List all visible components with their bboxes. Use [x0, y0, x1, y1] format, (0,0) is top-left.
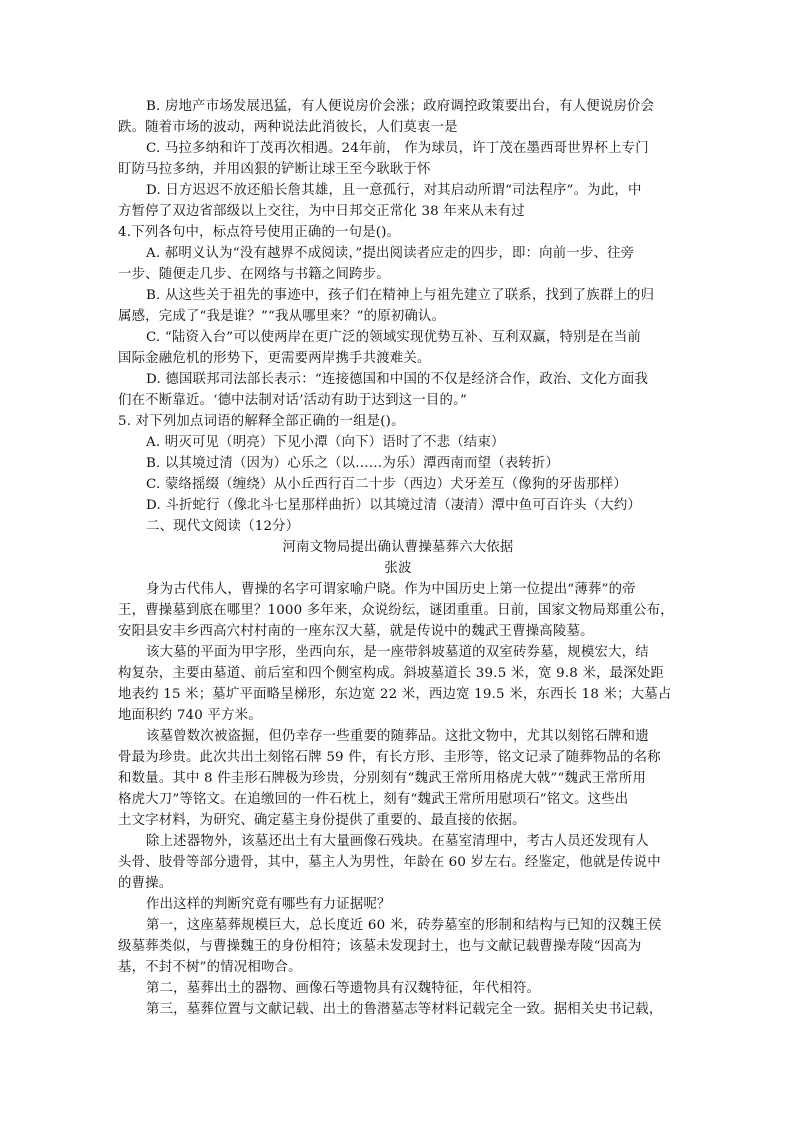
q4-option-d-line2: 们在不断靠近。‘德中法制对话’活动有助于达到这一目的。”	[118, 393, 468, 408]
q3-option-b-line2: 跌。随着市场的波动，两种说法此消彼长，人们莫衷一是	[118, 120, 458, 135]
article-line: 身为古代伟人，曹操的名字可谓家喻户晓。作为中国历史上第一位提出“薄葬”的帝	[146, 582, 636, 597]
q4-option-d-line1: D. 德国联邦司法部长表示：“连接德国和中国的不仅是经济合作，政治、文化方面我	[146, 372, 649, 387]
article-author: 张波	[384, 561, 412, 576]
q4-option-c-line2: 国际金融危机的形势下，更需要两岸携手共渡难关。	[118, 351, 431, 366]
article-line: 该大墓的平面为甲字形，坐西向东，是一座带斜坡墓道的双室砖券墓，规模宏大，结	[146, 645, 649, 660]
q5-option-c: C. 蒙络摇缀（缠绕）从小丘西行百二十步（西边）犬牙差互（像狗的牙齿那样）	[146, 477, 627, 492]
q5-stem: 5. 对下列加点词语的解释全部正确的一组是()。	[118, 414, 405, 429]
article-line: 级墓葬类似，与曹操魏王的身份相符；该墓未发现封土，也与文献记载曹操寿陵“因高为	[118, 939, 642, 954]
article-line: 第三，墓葬位置与文献记载、出土的鲁潜墓志等材料记载完全一致。据相关史书记载，	[146, 1002, 663, 1017]
q4-option-c-line1: C. “陆资入台”可以使两岸在更广泛的领域实现优势互补、互利双赢，特别是在当前	[146, 330, 642, 345]
article-line: 基，不封不树”的情况相吻合。	[118, 960, 302, 975]
q4-option-b-line1: B. 从这些关于祖先的事迹中，孩子们在精神上与祖先建立了联系，找到了族群上的归	[146, 288, 655, 303]
q5-option-a: A. 明灭可见（明亮）下见小潭（向下）语时了不悲（结束）	[146, 435, 505, 450]
q3-option-b-line1: B. 房地产市场发展迅猛，有人便说房价会涨；政府调控政策要出台，有人便说房价会	[146, 99, 655, 114]
article-line: 土文字材料，为研究、确定墓主身份提供了重要的、最直接的依据。	[118, 813, 526, 828]
q3-option-c-line2: 盯防马拉多纳，并用凶狠的铲断让球王至今耿耿于怀	[118, 162, 431, 177]
article-line: 第二，墓葬出土的器物、画像石等遗物具有汉魏特征，年代相符。	[146, 981, 541, 996]
article-line: 格虎大刀”等铭文。在追缴回的一件石枕上，刻有“魏武王常所用慰项石”铭文。这些出	[118, 792, 629, 807]
q4-option-a-line1: A. 郝明义认为“没有越界不成阅读，”提出阅读者应走的四步，即：向前一步、往旁	[146, 246, 635, 261]
q3-option-d-line1: D. 日方迟迟不放还船长詹其雄，且一意孤行，对其启动所谓“司法程序”。为此，中	[146, 183, 642, 198]
article-line: 该墓曾数次被盗掘，但仍幸存一些重要的随葬品。这批文物中，尤其以刻铭石牌和遗	[146, 729, 649, 744]
q4-option-a-line2: 一步、随便走几步、在网络与书籍之间跨步。	[118, 267, 390, 282]
q5-option-b: B. 以其境过清（因为）心乐之（以……为乐）潭西南而望（表转折）	[146, 456, 560, 471]
article-line: 安阳县安丰乡西高穴村村南的一座东汉大墓，就是传说中的魏武王曹操高陵墓。	[118, 624, 594, 639]
article-line: 和数量。其中 8 件圭形石牌极为珍贵，分别刻有“魏武王常所用格虎大戟”“魏武王常所用	[118, 771, 647, 786]
q4-stem: 4.下列各句中，标点符号使用正确的一句是()。	[118, 225, 401, 240]
article-line: 骨最为珍贵。此次共出土刻铭石牌 59 件，有长方形、圭形等，铭文记录了随葬物品的名称	[118, 750, 661, 765]
article-line: 地表约 15 米；墓圹平面略呈梯形，东边宽 22 米，西边宽 19.5 米，东西长 18 米；大墓占	[118, 687, 672, 702]
section-heading: 二、现代文阅读（12分）	[146, 519, 300, 534]
q3-option-c-line1: C. 马拉多纳和许丁茂再次相遇。24年前， 作为球员，许丁茂在墨西哥世界杯上专门	[146, 141, 649, 156]
q4-option-b-line2: 属感，完成了“我是谁？”“我从哪里来？”的原初确认。	[118, 309, 446, 324]
article-line: 第一，这座墓葬规模巨大，总长度近 60 米，砖券墓室的形制和结构与已知的汉魏王侯	[146, 918, 662, 933]
q5-option-d: D. 斗折蛇行（像北斗七星那样曲折）以其境过清（凄清）潭中鱼可百许头（大约）	[146, 498, 642, 513]
article-line: 地面积约 740 平方米。	[118, 708, 262, 723]
article-line: 王，曹操墓到底在哪里？1000 多年来，众说纷纭，谜团重重。日前，国家文物局郑重公布，	[118, 603, 674, 618]
article-line: 构复杂，主要由墓道、前后室和四个侧室构成。斜坡墓道长 39.5 米，宽 9.8 米，最深处距	[118, 666, 665, 681]
article-line: 作出这样的判断究竟有哪些有力证据呢？	[146, 897, 391, 912]
q3-option-d-line2: 方暂停了双边省部级以上交往，为中日邦交正常化 38 年来从未有过	[118, 204, 525, 219]
article-line: 头骨、肢骨等部分遗骨，其中，墓主人为男性，年龄在 60 岁左右。经鉴定，他就是传说中	[118, 855, 661, 870]
article-title: 河南文物局提出确认曹操墓葬六大依据	[282, 540, 514, 555]
article-line: 的曹操。	[118, 876, 173, 891]
article-line: 除上述器物外，该墓还出土有大量画像石残块。在墓室清理中，考古人员还发现有人	[146, 834, 649, 849]
